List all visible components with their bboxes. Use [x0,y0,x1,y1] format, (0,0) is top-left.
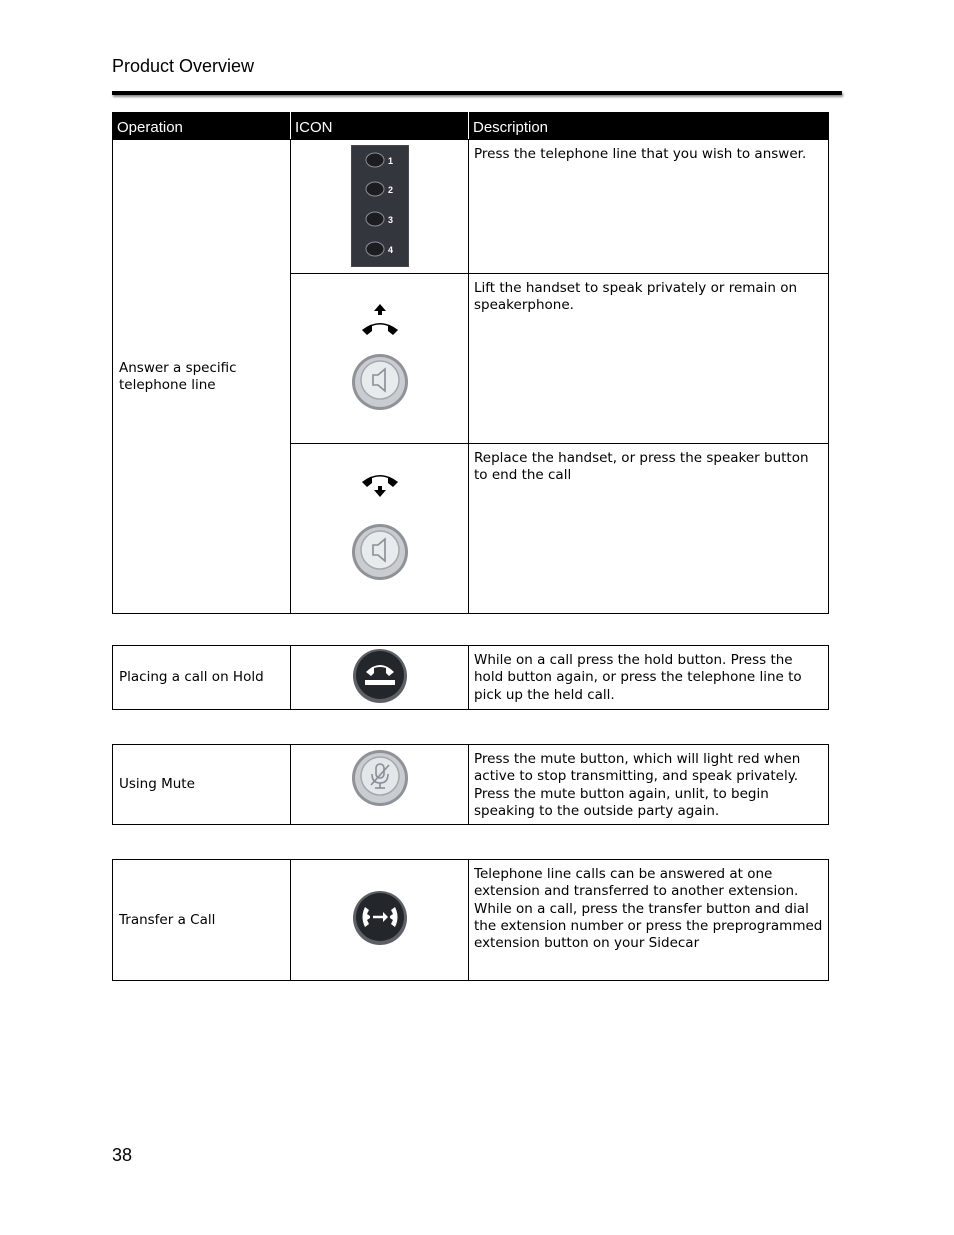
transfer-icon-cell [291,860,469,981]
handset-lift-icon-cell [291,274,469,444]
header-description: Description [469,113,829,140]
table-row [113,140,829,274]
operation-hold: Placing a call on Hold [113,646,291,710]
table-header-row [113,113,829,140]
description-handset-lift: Lift the handset to speak privately or remain on speakerphone. [469,274,829,444]
handset-replace-and-speaker-icon [348,472,412,582]
mute-button-icon [351,749,409,807]
description-line-keys: Press the telephone line that you wish to answer. [469,140,829,274]
description-mute: Press the mute button, which will light red when active to stop transmitting, and speak privately. Press the mute button again, unlit, to begin speaking to the outside party again. [469,745,829,825]
operation-mute: Using Mute [113,745,291,825]
table-row [113,860,829,981]
transfer-table [112,859,829,981]
operation-answer-line: Answer a specific telephone line [113,140,291,614]
description-hold: While on a call press the hold button. Press the hold button again, or press the telephone line to pick up the held call. [469,646,829,710]
mute-icon-cell [291,745,469,825]
description-handset-replace: Replace the handset, or press the speaker button to end the call [469,444,829,614]
table-row [113,646,829,710]
page-number: 38 [112,1145,133,1165]
transfer-button-icon [351,890,409,946]
header-rule [112,91,842,95]
line-key-4-label: 4 [387,245,393,255]
line-key-1-label: 1 [387,156,393,166]
handset-lift-and-speaker-icon [348,302,412,412]
header-icon: ICON [291,113,469,140]
handset-replace-icon-cell [291,444,469,614]
header-operation: Operation [113,113,291,140]
line-keys-icon-cell [291,140,469,274]
description-transfer: Telephone line calls can be answered at one extension and transferred to another extension. While on a call, press the transfer button and dial the extension number or press the preprogrammed extension button on your Sidecar [469,860,829,981]
table-row [113,745,829,825]
hold-table [112,645,829,710]
mute-table [112,744,829,825]
line-key-3-label: 3 [387,215,393,225]
hold-button-icon [351,648,409,704]
hold-icon-cell [291,646,469,710]
page-header-title: Product Overview [112,56,255,76]
operation-transfer: Transfer a Call [113,860,291,981]
line-keys-icon [351,145,409,267]
line-key-2-label: 2 [387,185,393,195]
answer-line-table [112,112,829,614]
